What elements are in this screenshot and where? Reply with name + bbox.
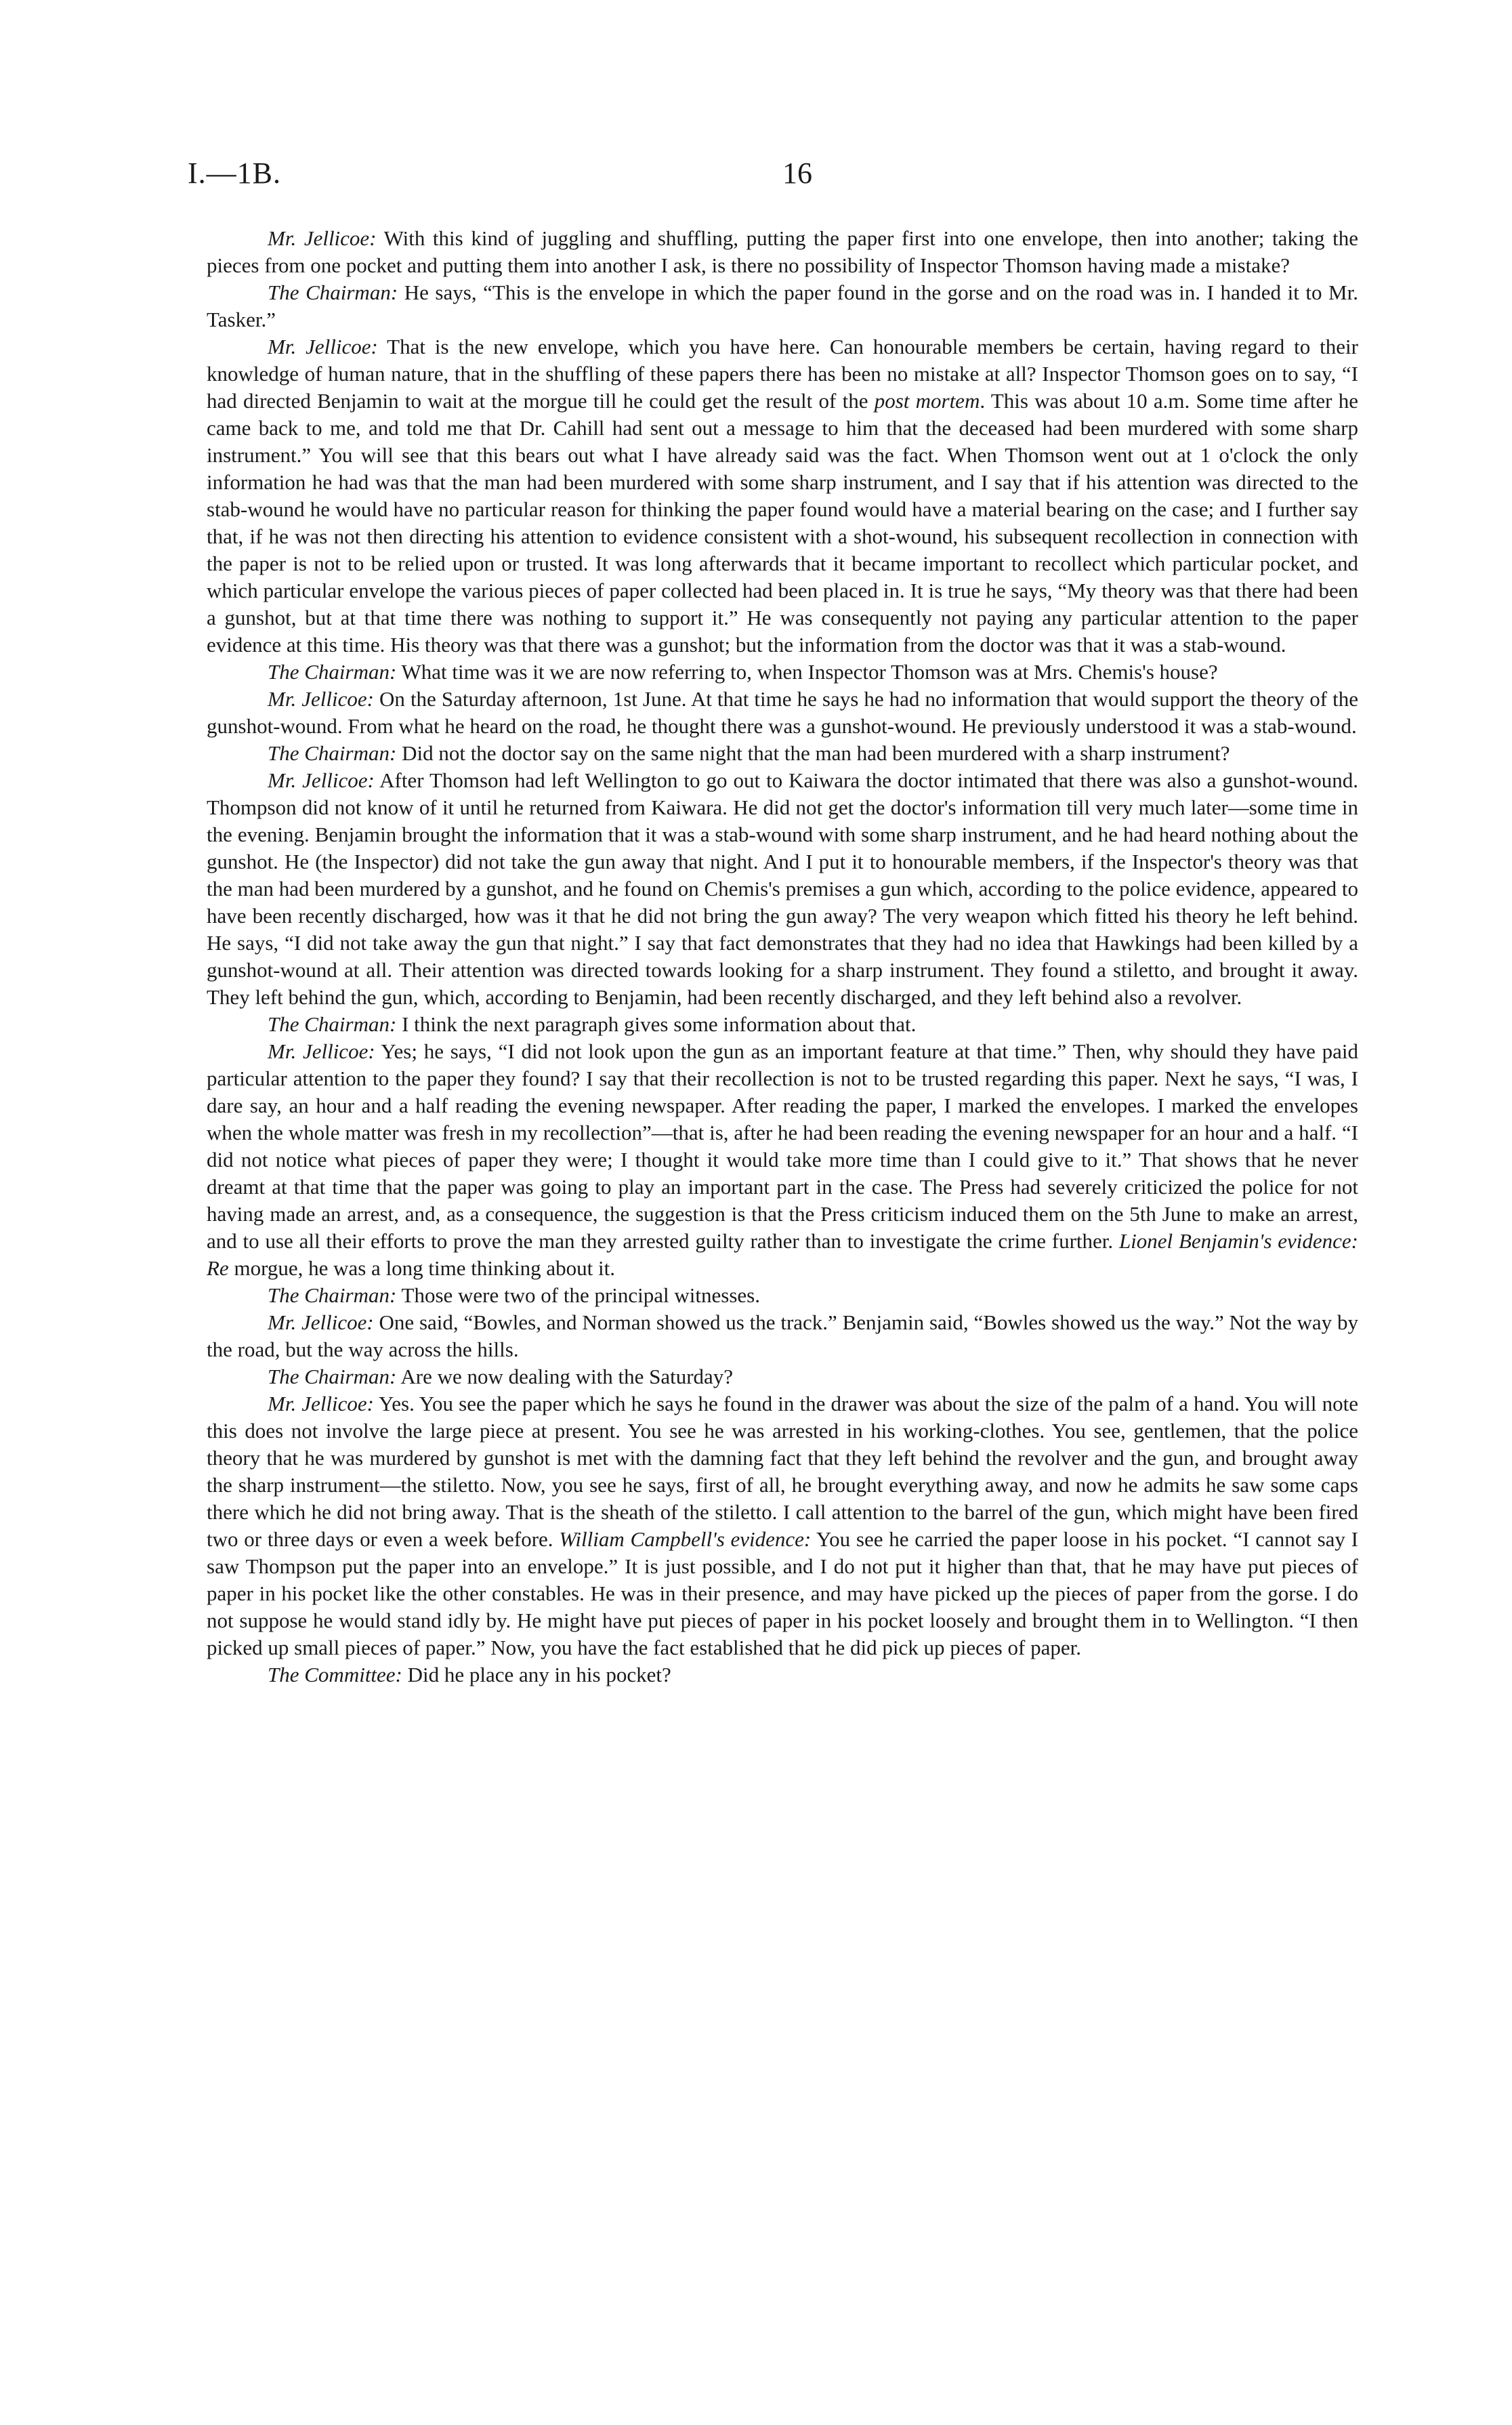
paragraph-text: Yes; he says, “I did not look upon the gun as an important feature at that time.” Then, why should they have paid particular attention to the paper they found? I say that their recollection is not to be trusted regarding this paper. Next he says, “I was, I dare say, an hour and a half reading the evening newspaper. After reading the paper, I marked the envelopes. I marked the envelopes when the whole matter was fresh in my recollection”—that is, after he had been reading the evening newspaper for an hour and a half. “I did not notice what pieces of paper they were; I thought it would take more time than I could give to it.” That shows that he never dreamt at that time that the paper was going to play an important part in the case. The Press had severely criticized the police for not having made an arrest, and, as a consequence, the suggestion is that the Press criticism induced them on the 5th June to make an arrest, and to use all their efforts to prove the man they arrested guilty rather than to investigate the crime further.: [207, 1039, 1358, 1253]
paragraph: [207, 1011, 1358, 1038]
speaker-name: Mr. Jellicoe:: [268, 1392, 375, 1415]
paragraph-text: Are we now dealing with the Saturday?: [396, 1365, 734, 1388]
paragraph: [207, 1390, 1358, 1661]
body-text: [207, 225, 1358, 1688]
paragraph: [207, 279, 1358, 333]
speaker-name: Mr. Jellicoe:: [268, 335, 378, 358]
paragraph-text: Did not the doctor say on the same night that the man had been murdered with a sharp instrument?: [396, 741, 1230, 765]
paragraph: [207, 686, 1358, 740]
paragraph-text: Yes. You see the paper which he says he found in the drawer was about the size of the palm of a hand. You will note this does not involve the large piece at present. You see he was arrested in his working-clothes. You see, gentlemen, that the police theory that he was murdered by gunshot is met with the damning fact that they left behind the revolver and the gun, and brought away the sharp instrument—the stiletto. Now, you see he says, first of all, he brought everything away, and now he admits he saw some caps there which he did not bring away. That is the sheath of the stiletto. I call attention to the barrel of the gun, which might have been fired two or three days or even a week before.: [207, 1392, 1358, 1551]
paragraph: [207, 333, 1358, 659]
paragraph-text: . This was about 10 a.m. Some time after he came back to me, and told me that Dr. Cahill had sent out a message to him that the deceased had been murdered with some sharp instrument.” You will see that this bears out what I have already said was the fact. When Thomson went out at 1 o'clock the only information he had was that the man had been murdered with some sharp instrument, and I say that if his attention was directed to the stab-wound he would have no particular reason for thinking the paper found would have a material bearing on the case; and I further say that, if he was not then directing his attention to evidence consistent with a shot-wound, his subsequent recollection in connection with the paper is not to be relied upon or trusted. It was long afterwards that it became important to recollect which particular pocket, and which particular envelope the various pieces of paper collected had been placed in. It is true he says, “My theory was that there had been a gunshot, but at that time there was nothing to support it.” He was consequently not paying any particular attention to the paper evidence at this time. His theory was that there was a gunshot; but the information from the doctor was that it was a stab-wound.: [207, 389, 1358, 657]
page-header: [188, 156, 1358, 196]
speaker-name: The Chairman:: [268, 1283, 397, 1307]
paragraph: [207, 1309, 1358, 1363]
italic-citation: William Campbell's evidence:: [559, 1527, 812, 1551]
page-reference: I.—1B.: [188, 157, 281, 190]
paragraph-text: morgue, he was a long time thinking about it.: [228, 1256, 615, 1280]
paragraph-text: What time was it we are now referring to, when Inspector Thomson was at Mrs. Chemis's house?: [396, 660, 1218, 684]
speaker-name: Mr. Jellicoe:: [268, 768, 375, 792]
paragraph: [207, 1363, 1358, 1390]
speaker-name: Mr. Jellicoe:: [268, 1039, 375, 1063]
paragraph-text: Did he place any in his pocket?: [402, 1663, 671, 1686]
paragraph-text: One said, “Bowles, and Norman showed us the track.” Benjamin said, “Bowles showed us the way.” Not the way by the road, but the way across the hills.: [207, 1310, 1358, 1361]
speaker-name: The Chairman:: [268, 281, 398, 304]
paragraph: [207, 1661, 1358, 1688]
paragraph-text: I think the next paragraph gives some information about that.: [396, 1012, 917, 1036]
paragraph-text: Those were two of the principal witnesses.: [396, 1283, 760, 1307]
paragraph: [207, 1038, 1358, 1282]
speaker-name: The Chairman:: [268, 660, 397, 684]
paragraph: [207, 1282, 1358, 1309]
paragraph: [207, 740, 1358, 767]
paragraph-text: He says, “This is the envelope in which the paper found in the gorse and on the road was in. I handed it to Mr. Tasker.”: [207, 281, 1358, 331]
italic-term: post mortem: [874, 389, 980, 413]
speaker-name: The Chairman:: [268, 741, 397, 765]
paragraph: [207, 767, 1358, 1011]
speaker-name: The Committee:: [268, 1663, 402, 1686]
speaker-name: The Chairman:: [268, 1365, 397, 1388]
italic-citation: Lionel Benjamin's evidence: Re: [207, 1229, 1358, 1280]
paragraph-text: On the Saturday afternoon, 1st June. At that time he says he had no information that would support the theory of the gunshot-wound. From what he heard on the road, he thought there was a gunshot-wound. He previously understood it was a stab-wound.: [207, 687, 1358, 738]
paragraph-text: That is the new envelope, which you have here. Can honourable members be certain, having regard to their knowledge of human nature, that in the shuffling of these papers there has been no mistake at all? Inspector Thomson goes on to say, “I had directed Benjamin to wait at the morgue till he could get the result of the: [207, 335, 1358, 413]
paragraph-text: You see he carried the paper loose in his pocket. “I cannot say I saw Thompson put the paper into an envelope.” It is just possible, and I do not put it higher than that, that he may have put pieces of paper in his pocket like the other constables. He was in their presence, and may have picked up the pieces of paper from the gorse. I do not suppose he would stand idly by. He might have put pieces of paper in his pocket loosely and brought them in to Wellington. “I then picked up small pieces of paper.” Now, you have the fact established that he did pick up pieces of paper.: [207, 1527, 1358, 1659]
speaker-name: Mr. Jellicoe:: [268, 1310, 374, 1334]
page-number: 16: [782, 157, 812, 190]
paragraph: [207, 659, 1358, 686]
speaker-name: The Chairman:: [268, 1012, 397, 1036]
paragraph: [207, 225, 1358, 279]
paragraph-text: With this kind of juggling and shuffling, putting the paper first into one envelope, then into another; taking the pieces from one pocket and putting them into another I ask, is there no possibility of Inspector Thomson having made a mistake?: [207, 226, 1358, 277]
speaker-name: Mr. Jellicoe:: [268, 687, 374, 711]
document-page: [188, 156, 1358, 1688]
paragraph-text: After Thomson had left Wellington to go out to Kaiwara the doctor intimated that there was also a gunshot-wound. Thompson did not know of it until he returned from Kaiwara. He did not get the doctor's information till very much later—some time in the evening. Benjamin brought the information that it was a stab-wound with some sharp instrument, and he had heard nothing about the gunshot. He (the Inspector) did not take the gun away that night. And I put it to honourable members, if the Inspector's theory was that the man had been murdered by a gunshot, and he found on Chemis's premises a gun which, according to the police evidence, appeared to have been recently discharged, how was it that he did not bring the gun away? The very weapon which fitted his theory he left behind. He says, “I did not take away the gun that night.” I say that fact demonstrates that they had no idea that Hawkings had been killed by a gunshot-wound at all. Their attention was directed towards looking for a sharp instrument. They found a stiletto, and brought it away. They left behind the gun, which, according to Benjamin, had been recently discharged, and they left behind also a revolver.: [207, 768, 1358, 1009]
speaker-name: Mr. Jellicoe:: [268, 226, 377, 250]
